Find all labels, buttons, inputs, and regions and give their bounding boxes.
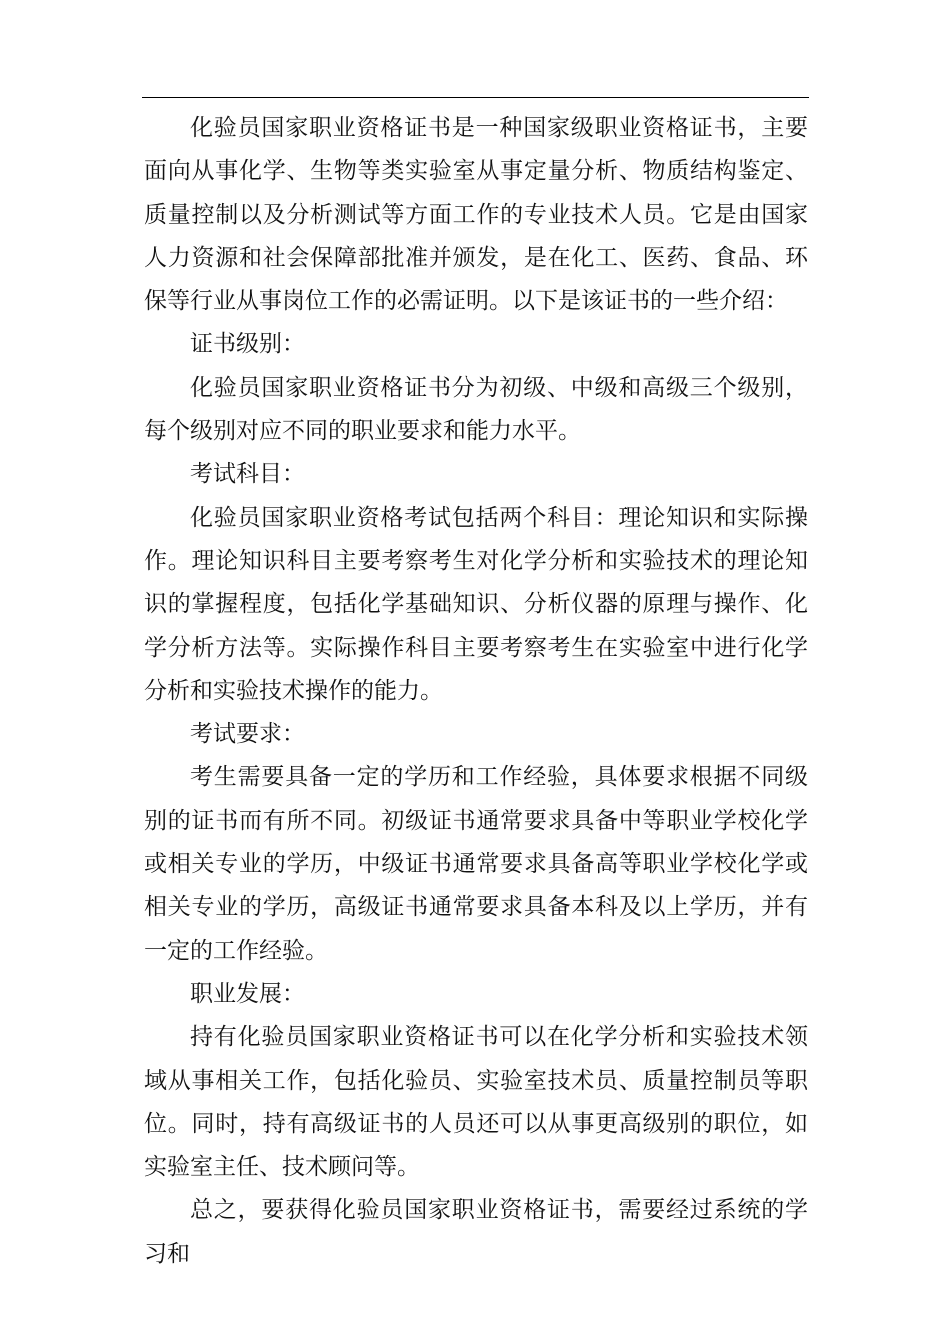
exam-requirements-paragraph: 考生需要具备一定的学历和工作经验，具体要求根据不同级别的证书而有所不同。初级证书通常要求具备中等职业学校化学或相关专业的学历，中级证书通常要求具备高等职业学校化学或相关专业的学历，高级证书通常要求具备本科及以上学历，并有一定的工作经验。 — [144, 764, 808, 964]
career-development-paragraph: 持有化验员国家职业资格证书可以在化学分析和实验技术领域从事相关工作，包括化验员、实验室技术员、质量控制员等职位。同时，持有高级证书的人员还可以从事更高级别的职位，如实验室主任、技术顾问等。 — [144, 1024, 808, 1181]
heading-exam-subjects: 考试科目： — [190, 461, 305, 488]
exam-subjects-paragraph: 化验员国家职业资格考试包括两个科目：理论知识和实际操作。理论知识科目主要考察考生对化学分析和实验技术的理论知识的掌握程度，包括化学基础知识、分析仪器的原理与操作、化学分析方法等。实际操作科目主要考察考生在实验室中进行化学分析和实验技术操作的能力。 — [144, 504, 808, 704]
document-body — [144, 107, 808, 1276]
heading-career-development: 职业发展： — [190, 980, 305, 1007]
certificate-level-paragraph: 化验员国家职业资格证书分为初级、中级和高级三个级别，每个级别对应不同的职业要求和能力水平。 — [144, 374, 808, 445]
summary-paragraph: 总之，要获得化验员国家职业资格证书，需要经过系统的学习和 — [144, 1197, 808, 1267]
header-rule — [142, 97, 809, 98]
intro-paragraph: 化验员国家职业资格证书是一种国家级职业资格证书，主要面向从事化学、生物等类实验室从事定量分析、物质结构鉴定、质量控制以及分析测试等方面工作的专业技术人员。它是由国家人力资源和社会保障部批准并颁发，是在化工、医药、食品、环保等行业从事岗位工作的必需证明。以下是该证书的一些介绍： — [144, 115, 808, 315]
heading-exam-requirements: 考试要求： — [190, 721, 305, 748]
heading-certificate-level: 证书级别： — [190, 331, 305, 358]
